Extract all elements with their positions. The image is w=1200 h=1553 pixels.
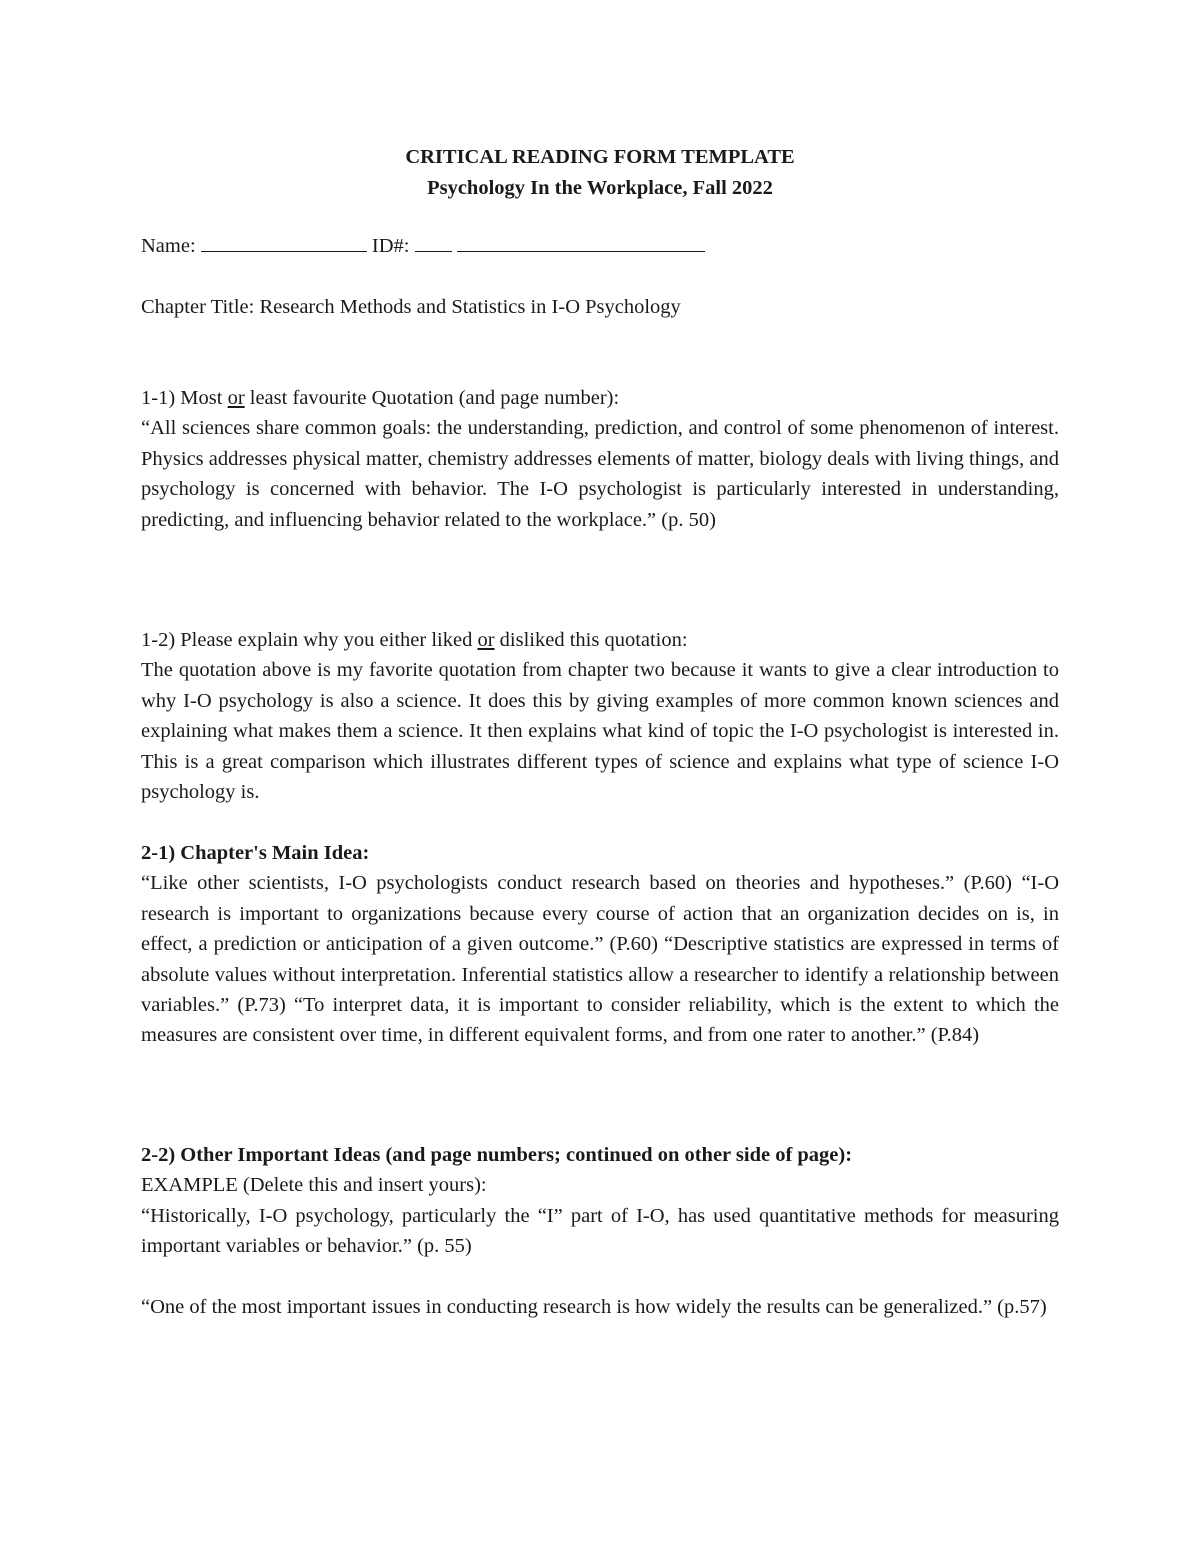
prompt-text: 1-2) Please explain why you either liked	[141, 629, 478, 651]
section-1-2	[141, 625, 1059, 807]
id-field-short[interactable]	[415, 231, 452, 252]
section-2-2-continued	[141, 1292, 1059, 1322]
quotation-explanation: The quotation above is my favorite quotation from chapter two because it wants to give a clear introduction to why I-O psychology is also a science. It does this by giving examples of more common known sciences and explaining what makes them a science. It then explains what kind of topic the I-O psychologist is interested in. This is a great comparison which illustrates different types of science and explains what type of science I-O psychology is.	[141, 659, 1059, 804]
favourite-quotation: “All sciences share common goals: the understanding, prediction, and control of some phenomenon of interest. Physics addresses physical matter, chemistry addresses elements of matter, biology deals with living things, and psychology is concerned with behavior. The I-O psychologist is particularly interested in understanding, predicting, and influencing behavior related to the workplace.” (p. 50)	[141, 417, 1059, 531]
main-idea-heading: 2-1) Chapter's Main Idea:	[141, 842, 370, 864]
prompt-text: 1-1) Most	[141, 387, 228, 409]
other-ideas-heading: 2-2) Other Important Ideas (and page numbers; continued on other side of page):	[141, 1144, 853, 1166]
name-field[interactable]	[201, 231, 367, 252]
chapter-title-value: Research Methods and Statistics in I-O Psychology	[259, 296, 681, 318]
section-2-1	[141, 838, 1059, 1051]
other-idea-2: “One of the most important issues in conducting research is how widely the results can be generalized.” (p.57)	[141, 1296, 1047, 1318]
other-idea-1: “Historically, I-O psychology, particularly the “I” part of I-O, has used quantitative methods for measuring important variables or behavior.” (p. 55)	[141, 1204, 1059, 1258]
course-subtitle: Psychology In the Workplace, Fall 2022	[427, 177, 773, 199]
example-label: EXAMPLE (Delete this and insert yours):	[141, 1174, 487, 1197]
section-1-1-prompt	[141, 383, 1059, 413]
section-1-1	[141, 383, 1059, 535]
prompt-text: least favourite Quotation (and page number):	[244, 387, 620, 409]
section-1-2-prompt	[141, 625, 1059, 655]
prompt-text: disliked this quotation:	[494, 629, 688, 651]
name-label: Name:	[141, 235, 196, 257]
section-2-2	[141, 1140, 1059, 1262]
id-label: ID#:	[371, 235, 410, 257]
underlined-or: or	[227, 387, 245, 409]
chapter-title-line	[141, 292, 1059, 322]
form-title: CRITICAL READING FORM TEMPLATE	[405, 146, 795, 168]
chapter-title-label: Chapter Title:	[141, 296, 255, 318]
document-page	[141, 0, 1059, 1553]
underlined-or: or	[477, 629, 495, 651]
id-field[interactable]	[457, 231, 705, 252]
student-info-line	[141, 231, 1059, 261]
main-idea-text: “Like other scientists, I-O psychologists conduct research based on theories and hypotheses.” (P.60) “I-O research is important to organizations because every course of action that an organization decides on is, in effect, a prediction or anticipation of a given outcome.” (P.60) “Descriptive statistics are expressed in terms of absolute values without interpretation. Inferential statistics allow a researcher to identify a relationship between variables.” (P.73) “To interpret data, it is important to consider reliability, which is the extent to which the measures are consistent over time, in different equivalent forms, and from one rater to another.” (P.84)	[141, 872, 1059, 1047]
